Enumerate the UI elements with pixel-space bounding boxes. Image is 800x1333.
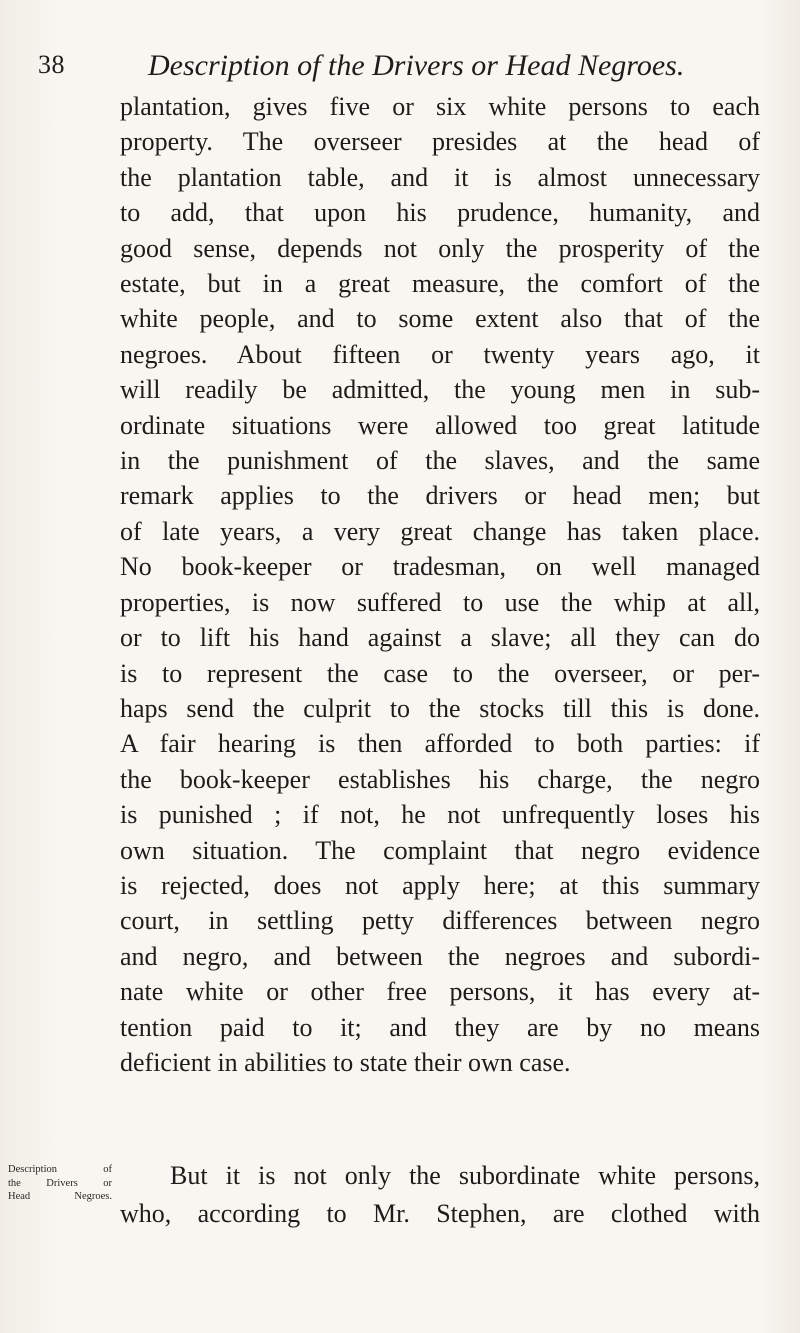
text-line: nate white or other free persons, it has every at- [120, 977, 760, 1007]
text-line: in the punishment of the slaves, and the same [120, 446, 760, 476]
margin-note [8, 1163, 112, 1204]
text-line: good sense, depends not only the prosperity of the [120, 233, 760, 263]
text-line: remark applies to the drivers or head men; but [120, 481, 760, 511]
text-line: property. The overseer presides at the head of [120, 127, 760, 157]
body-paragraph-2 [120, 1157, 760, 1233]
text-line: A fair hearing is then afforded to both parties: if [120, 729, 760, 759]
text-line: court, in settling petty differences between negro [120, 906, 760, 936]
margin-note-line: the Drivers or [8, 1177, 112, 1189]
text-line: is to represent the case to the overseer, or per- [120, 658, 760, 688]
text-line: But it is not only the subordinate white persons, [170, 1161, 760, 1190]
running-head: Description of the Drivers or Head Negroes. [148, 49, 685, 82]
text-line: and negro, and between the negroes and subordi- [120, 941, 760, 971]
body-paragraph [120, 89, 760, 1080]
text-line: plantation, gives five or six white persons to each [120, 92, 760, 121]
text-line: the book-keeper establishes his charge, the negro [120, 764, 760, 794]
text-line: properties, is now suffered to use the whip at all, [120, 587, 760, 617]
text-line: to add, that upon his prudence, humanity, and [120, 198, 760, 228]
text-line: the plantation table, and it is almost unnecessary [120, 162, 760, 192]
text-line: haps send the culprit to the stocks till this is done. [120, 693, 760, 723]
text-line: is punished ; if not, he not unfrequently loses his [120, 800, 760, 830]
text-line: is rejected, does not apply here; at this summary [120, 870, 760, 900]
margin-note-line: Description of [8, 1164, 112, 1175]
text-line: own situation. The complaint that negro evidence [120, 835, 760, 865]
text-line: who, according to Mr. Stephen, are clothed with [120, 1199, 760, 1228]
text-line: will readily be admitted, the young men in sub- [120, 375, 760, 405]
text-line: tention paid to it; and they are by no means [120, 1012, 760, 1042]
text-line: white people, and to some extent also that of the [120, 304, 760, 334]
text-line: estate, but in a great measure, the comfort of the [120, 269, 760, 299]
text-line: or to lift his hand against a slave; all they can do [120, 623, 760, 653]
margin-note-line: Head Negroes. [8, 1191, 112, 1202]
text-line: negroes. About fifteen or twenty years ago, it [120, 339, 760, 369]
text-line: ordinate situations were allowed too great latitude [120, 410, 760, 440]
page-number: 38 [38, 50, 65, 79]
text-line: of late years, a very great change has taken place. [120, 516, 760, 546]
text-line: No book-keeper or tradesman, on well managed [120, 552, 760, 582]
text-line: deficient in abilities to state their own case. [120, 1047, 571, 1077]
